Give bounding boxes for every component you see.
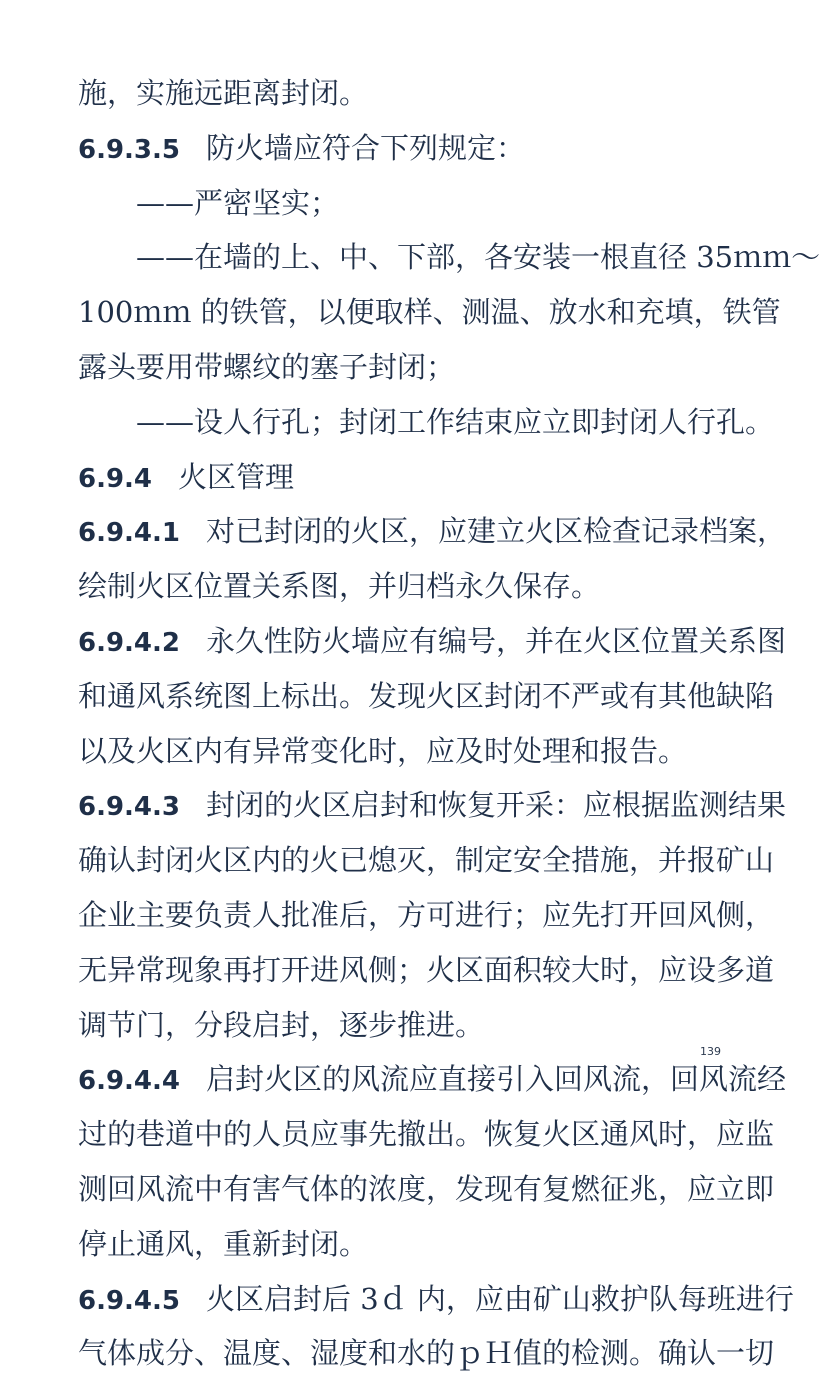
clause-line xyxy=(78,778,787,833)
line-text: 对已封闭的火区，应建立火区检查记录档案， xyxy=(206,514,787,549)
text-line xyxy=(78,1326,775,1381)
line-text: 火区启封后 3ｄ 内，应由矿山救护队每班进行 xyxy=(206,1281,794,1316)
clause-line xyxy=(78,504,787,559)
text-line xyxy=(78,1217,724,1272)
line-text: 测回风流中有害气体的浓度，发现有复燃征兆，应立即 xyxy=(78,1171,775,1206)
clause-number: 6.9.3.5 xyxy=(78,134,180,165)
text-line xyxy=(78,340,724,395)
line-text: 露头要用带螺纹的塞子封闭； xyxy=(78,349,456,384)
line-text: ——设人行孔；封闭工作结束应立即封闭人行孔。 xyxy=(136,404,775,439)
list-item xyxy=(78,176,724,231)
clause-number: 6.9.4.3 xyxy=(78,792,180,823)
line-text: 停止通风，重新封闭。 xyxy=(78,1226,369,1261)
line-text: 过的巷道中的人员应事先撤出。恢复火区通风时，应监 xyxy=(78,1117,775,1152)
line-text: ——在墙的上、中、下部，各安装一根直径 35ｍｍ～ xyxy=(136,240,820,275)
line-text: 和通风系统图上标出。发现火区封闭不严或有其他缺陷 xyxy=(78,678,775,713)
clause-number: 6.9.4.1 xyxy=(78,518,180,549)
list-item xyxy=(78,230,820,285)
clause-line xyxy=(78,1052,787,1107)
clause-number: 6.9.4.5 xyxy=(78,1285,180,1316)
clause-line xyxy=(78,1272,794,1327)
text-line xyxy=(78,1107,775,1162)
list-item xyxy=(78,395,775,450)
line-text: 调节门，分段启封，逐步推进。 xyxy=(78,1007,485,1042)
line-text: 施，实施远距离封闭。 xyxy=(78,76,369,110)
text-line xyxy=(78,1162,775,1217)
section-title: 火区管理 xyxy=(178,459,295,494)
line-text: 永久性防火墙应有编号，并在火区位置关系图 xyxy=(206,623,787,658)
section-heading xyxy=(78,450,724,505)
text-line xyxy=(78,833,775,888)
line-text: 无异常现象再打开进风侧；火区面积较大时，应设多道 xyxy=(78,952,775,987)
line-text: 封闭的火区启封和恢复开采：应根据监测结果 xyxy=(206,788,787,823)
line-text: 企业主要负责人批准后，方可进行；应先打开回风侧， xyxy=(78,897,775,932)
text-line xyxy=(78,559,724,614)
text-line xyxy=(78,888,775,943)
text-line xyxy=(78,998,724,1053)
text-line xyxy=(78,669,775,724)
clause-line xyxy=(78,121,724,176)
line-text: 绘制火区位置关系图，并归档永久保存。 xyxy=(78,569,601,604)
text-line xyxy=(78,66,724,121)
line-text: 防火墙应符合下列规定： xyxy=(206,130,526,165)
clause-number: 6.9.4.4 xyxy=(78,1066,180,1097)
clause-number: 6.9.4.2 xyxy=(78,627,180,658)
clause-line xyxy=(78,614,787,669)
line-text: 确认封闭火区内的火已熄灭，制定安全措施，并报矿山 xyxy=(78,843,775,878)
line-text: 启封火区的风流应直接引入回风流，回风流经 xyxy=(206,1062,787,1097)
page-number: 139 xyxy=(700,1045,721,1058)
text-line xyxy=(78,943,775,998)
text-line xyxy=(78,285,781,340)
section-number: 6.9.4 xyxy=(78,463,153,494)
line-text: 100ｍｍ 的铁管，以便取样、测温、放水和充填，铁管 xyxy=(78,295,781,330)
document-body xyxy=(78,66,820,1381)
line-text: ——严密坚实； xyxy=(136,185,340,220)
line-text: 气体成分、温度、湿度和水的ｐＨ值的检测。确认一切 xyxy=(78,1336,775,1371)
line-text: 以及火区内有异常变化时，应及时处理和报告。 xyxy=(78,733,688,768)
text-line xyxy=(78,724,724,779)
